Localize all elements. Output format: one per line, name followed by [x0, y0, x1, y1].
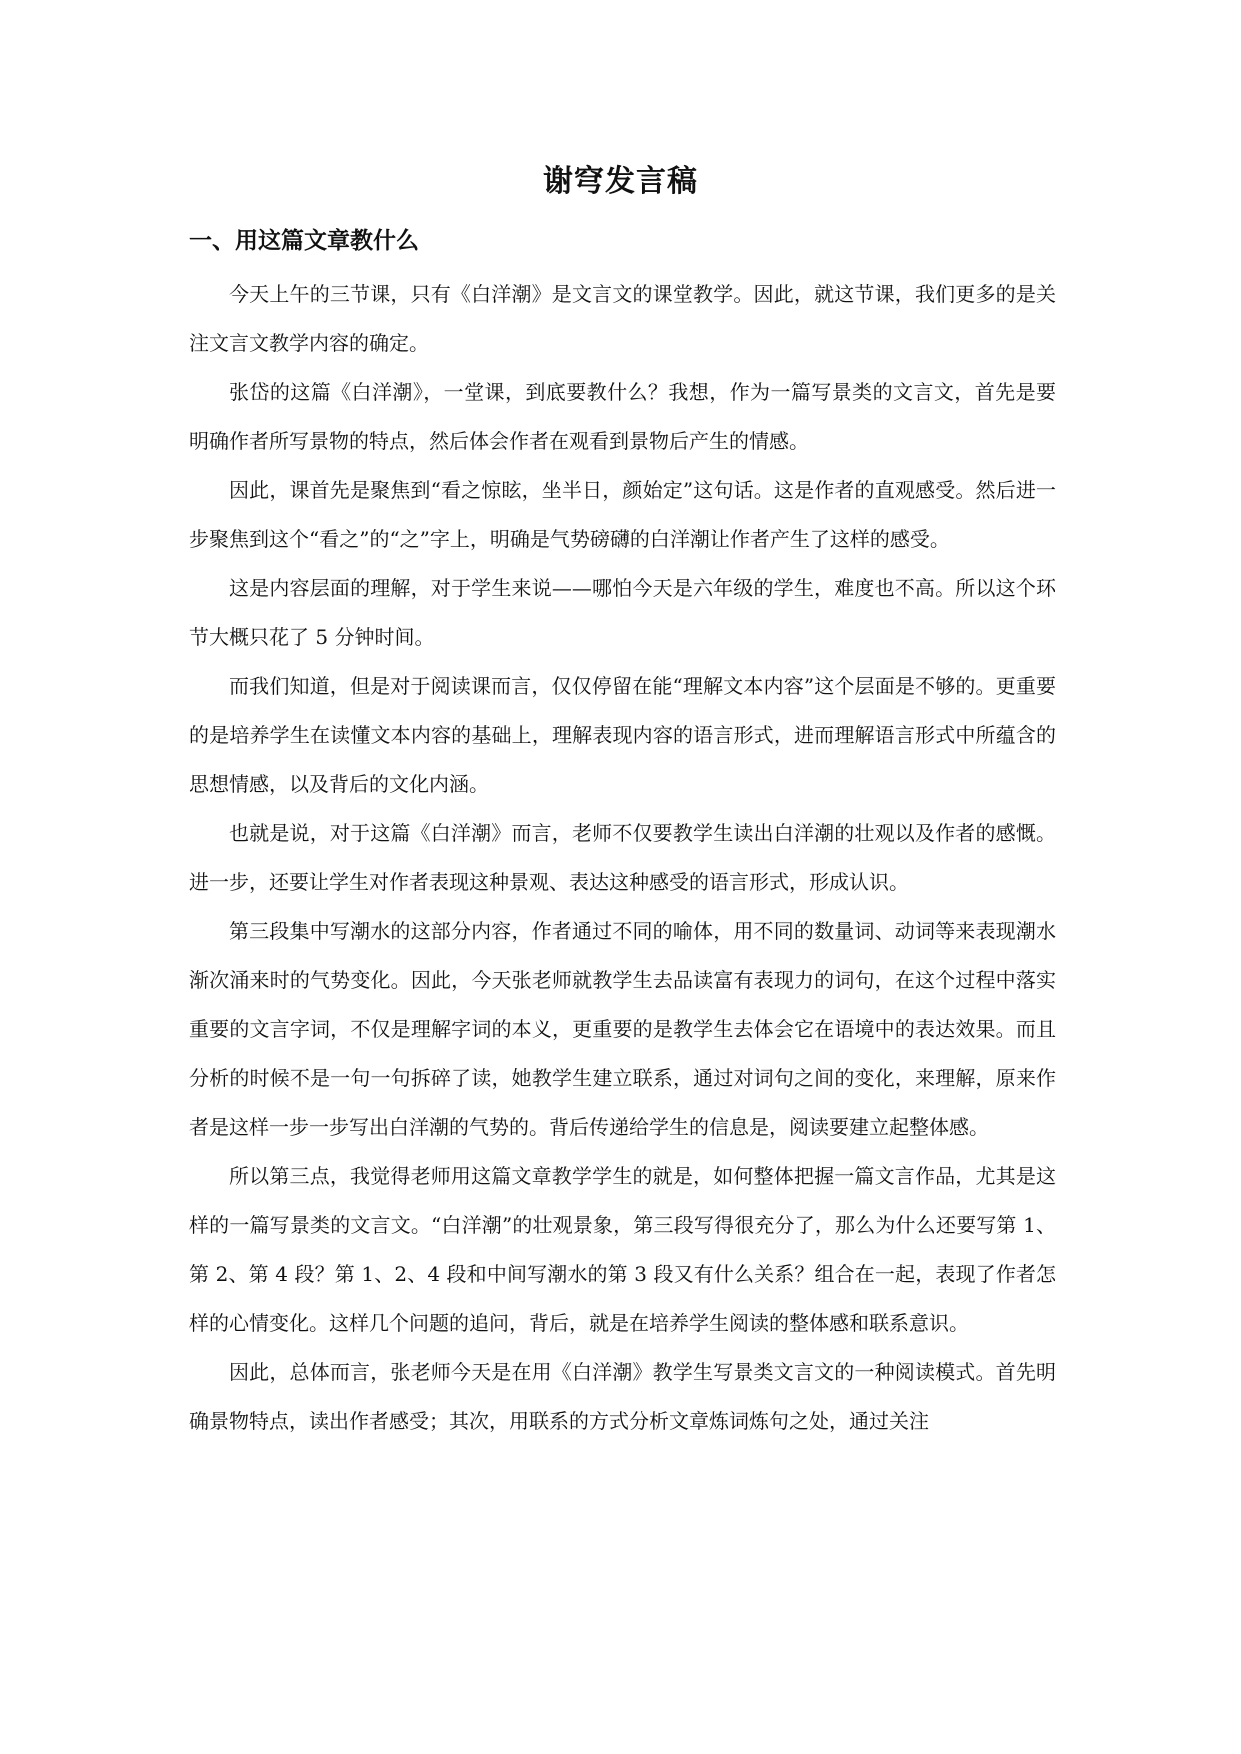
- section-heading: 一、用这篇文章教什么: [189, 228, 419, 254]
- paragraph: 第三段集中写潮水的这部分内容，作者通过不同的喻体，用不同的数量词、动词等来表现潮水渐次涌来时的气势变化。因此，今天张老师就教学生去品读富有表现力的词句，在这个过程中落实重要的文言字词，不仅是理解字词的本义，更重要的是教学生去体会它在语境中的表达效果。而且分析的时候不是一句一句拆碎了读，她教学生建立联系，通过对词句之间的变化，来理解，原来作者是这样一步一步写出白洋潮的气势的。背后传递给学生的信息是，阅读要建立起整体感。: [189, 919, 1056, 1139]
- paragraph: 张岱的这篇《白洋潮》，一堂课，到底要教什么？我想，作为一篇写景类的文言文，首先是要明确作者所写景物的特点，然后体会作者在观看到景物后产生的情感。: [189, 380, 1056, 453]
- paragraph: 因此，总体而言，张老师今天是在用《白洋潮》教学生写景类文言文的一种阅读模式。首先明确景物特点，读出作者感受；其次，用联系的方式分析文章炼词炼句之处，通过关注: [189, 1360, 1056, 1433]
- paragraph: 因此，课首先是聚焦到“看之惊眩，坐半日，颜始定”这句话。这是作者的直观感受。然后进一步聚焦到这个“看之”的“之”字上，明确是气势磅礴的白洋潮让作者产生了这样的感受。: [189, 478, 1056, 551]
- paragraph: 这是内容层面的理解，对于学生来说——哪怕今天是六年级的学生，难度也不高。所以这个环节大概只花了 5 分钟时间。: [189, 576, 1056, 649]
- paragraph: 所以第三点，我觉得老师用这篇文章教学学生的就是，如何整体把握一篇文言作品，尤其是这样的一篇写景类的文言文。“白洋潮”的壮观景象，第三段写得很充分了，那么为什么还要写第 1、第 2、第 4 段？第 1、2、4 段和中间写潮水的第 3 段又有什么关系？组合在一起，表现了作者怎样的心情变化。这样几个问题的追问，背后，就是在培养学生阅读的整体感和联系意识。: [189, 1164, 1056, 1335]
- paragraph: 今天上午的三节课，只有《白洋潮》是文言文的课堂教学。因此，就这节课，我们更多的是关注文言文教学内容的确定。: [189, 282, 1056, 355]
- paragraph: 也就是说，对于这篇《白洋潮》而言，老师不仅要教学生读出白洋潮的壮观以及作者的感慨。进一步，还要让学生对作者表现这种景观、表达这种感受的语言形式，形成认识。: [189, 821, 1056, 894]
- document-title: 谢穹发言稿: [543, 164, 698, 199]
- paragraph: 而我们知道，但是对于阅读课而言，仅仅停留在能“理解文本内容”这个层面是不够的。更重要的是培养学生在读懂文本内容的基础上，理解表现内容的语言形式，进而理解语言形式中所蕴含的思想情感，以及背后的文化内涵。: [189, 674, 1056, 796]
- document-body: [189, 270, 1056, 1446]
